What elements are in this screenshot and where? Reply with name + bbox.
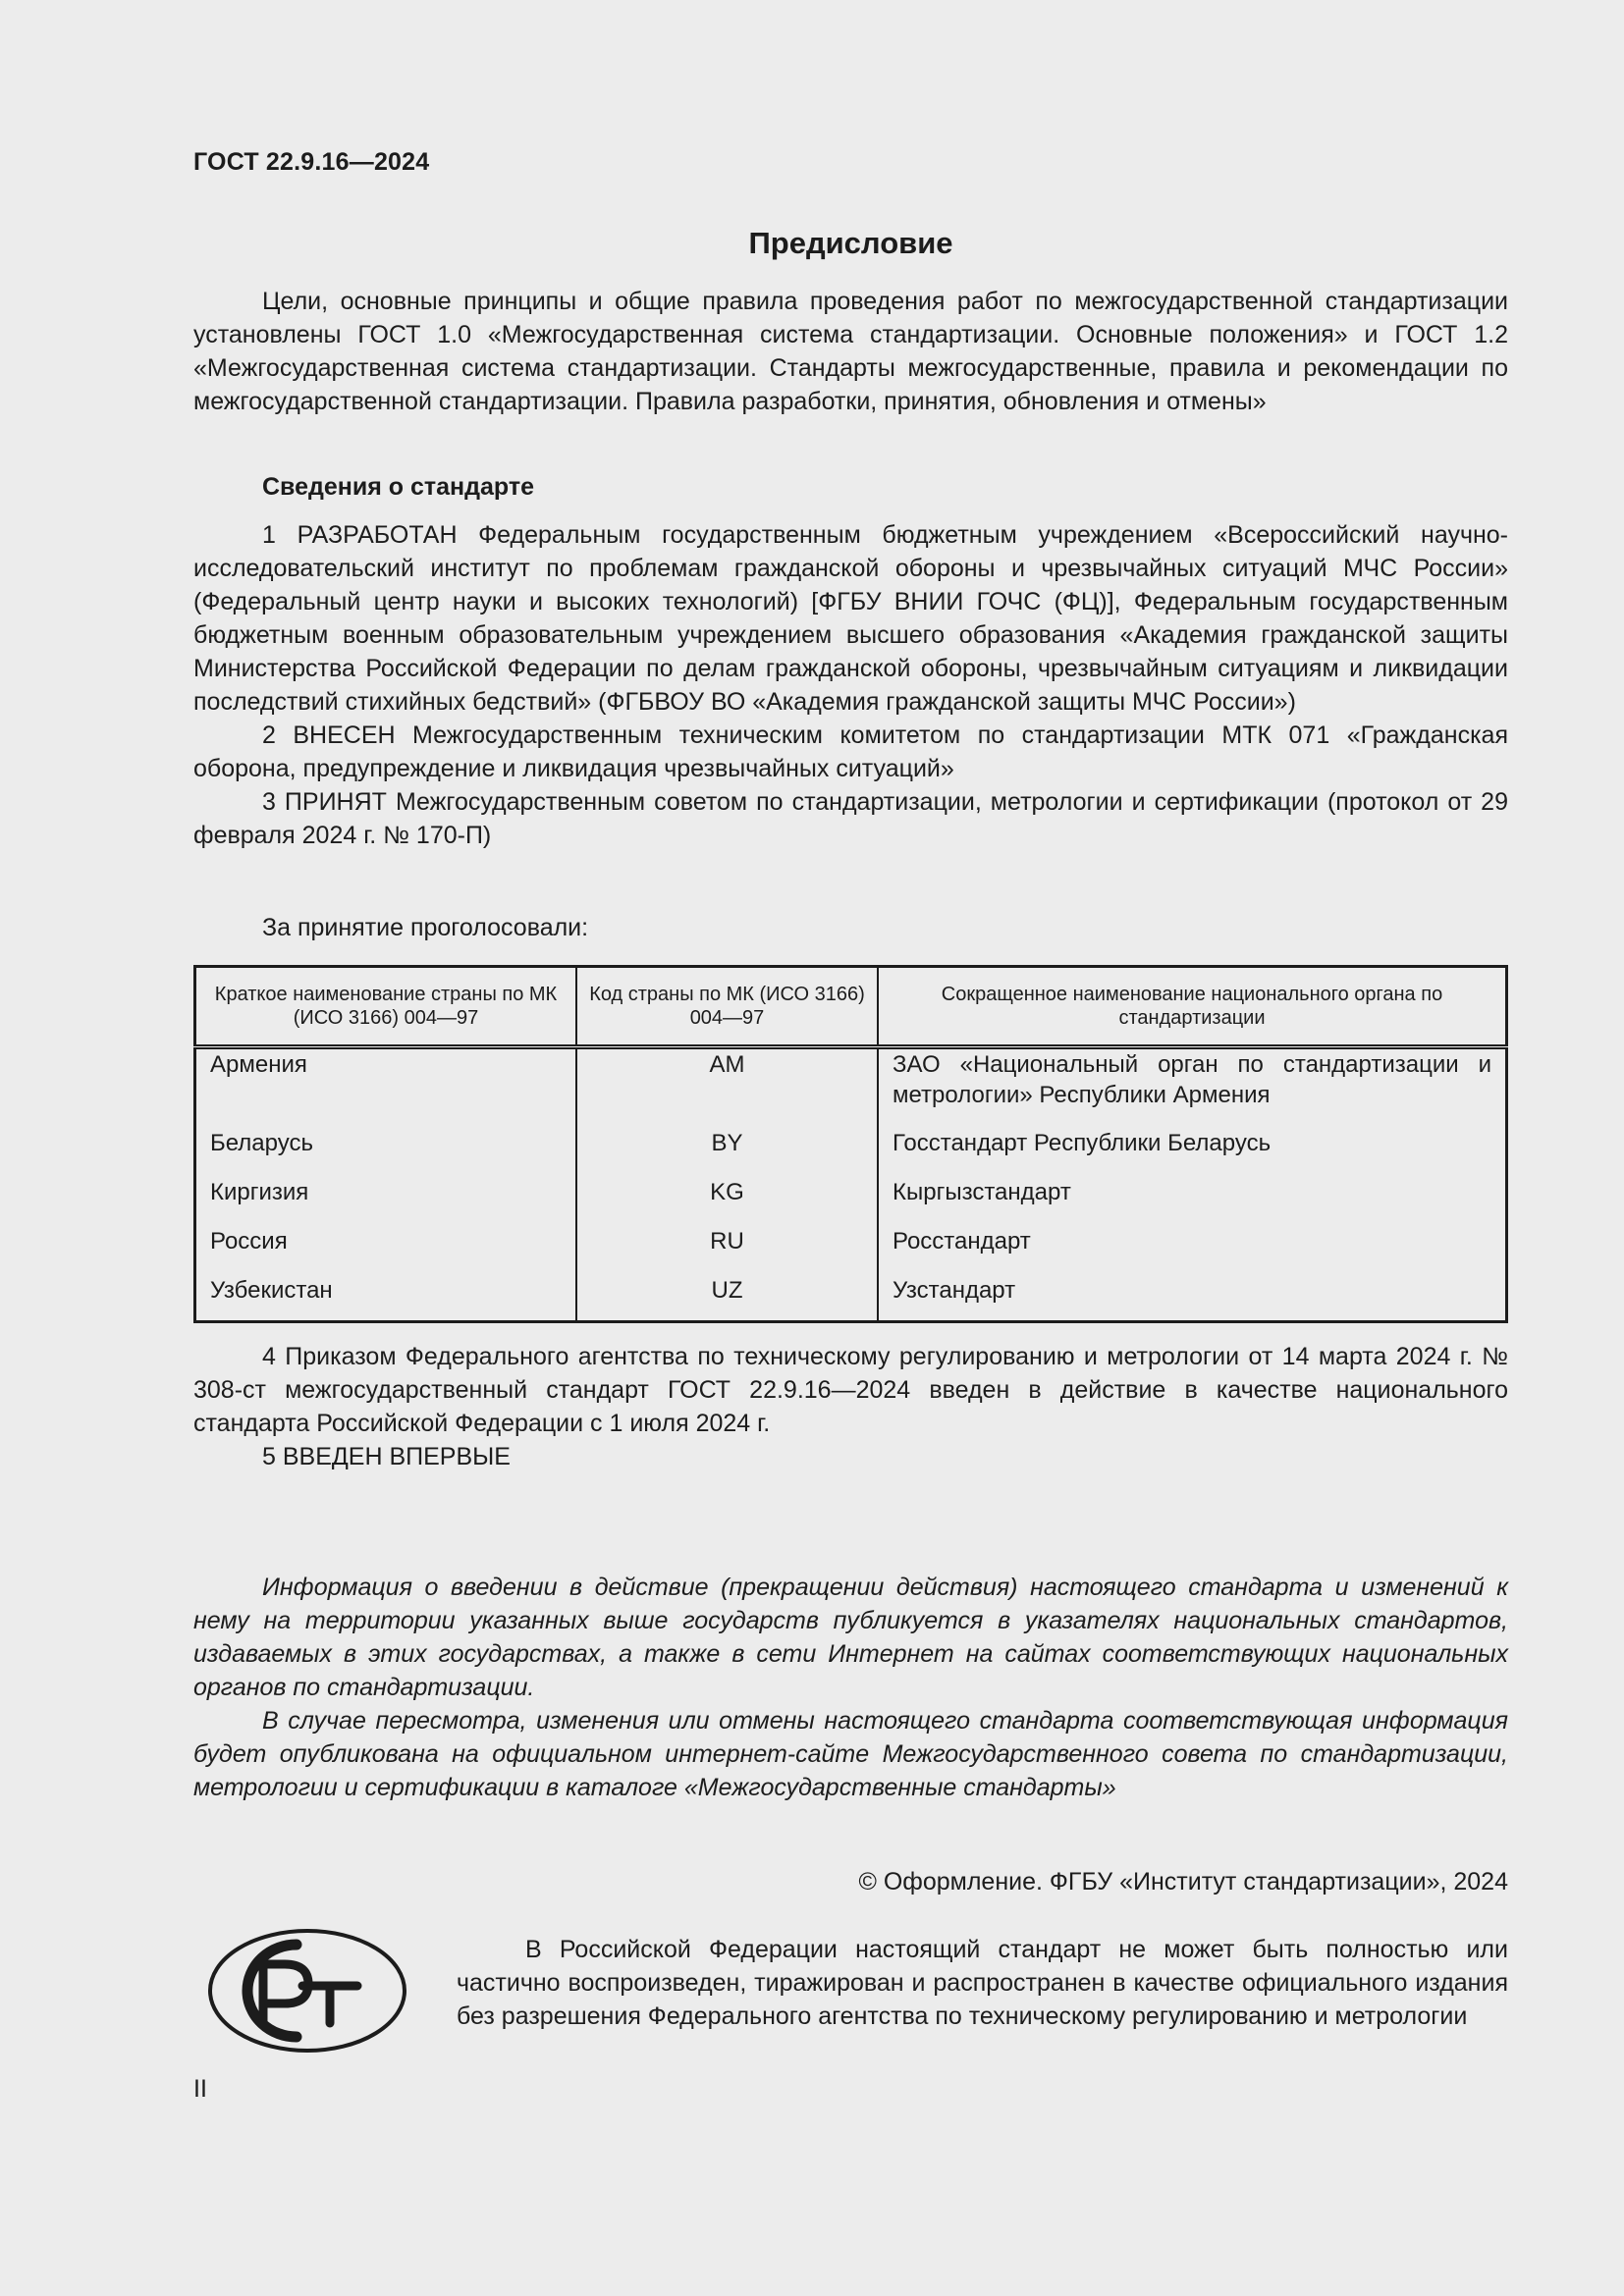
- info-item-3: 3 ПРИНЯТ Межгосударственным советом по стандартизации, метрологии и сертификации (протокол от 29 февраля 2024 г. № 170-П): [193, 788, 1508, 849]
- code-cell: AM: [576, 1047, 878, 1129]
- table-row: [195, 1226, 1507, 1275]
- vote-label: За принятие проголосовали:: [262, 914, 589, 941]
- table-header-row: [195, 967, 1507, 1047]
- note-revision: В случае пересмотра, изменения или отмены настоящего стандарта соответствующая информация будет опубликована на официальном интернет-сайте Межгосударственного совета по стандартизации, метрологии и сертификации в каталоге «Межгосударственные стандарты»: [193, 1707, 1508, 1801]
- table-row: [195, 1128, 1507, 1177]
- intro-paragraph: [193, 285, 1508, 418]
- intro-text: Цели, основные принципы и общие правила проведения работ по межгосударственной стандартизации установлены ГОСТ 1.0 «Межгосударственная система стандартизации. Основные положения» и ГОСТ 1.2 «Межгосударственная система стандартизации. Стандарты межгосударственные, правила и рекомендации по межгосударственной стандартизации. Правила разработки, принятия, обновления и отмены»: [193, 288, 1508, 415]
- code-cell: BY: [576, 1128, 878, 1177]
- org-cell: Росстандарт: [878, 1226, 1507, 1275]
- copyright-line: © Оформление. ФГБУ «Институт стандартизации», 2024: [858, 1868, 1508, 1896]
- code-cell: UZ: [576, 1275, 878, 1322]
- org-cell: Кыргызстандарт: [878, 1177, 1507, 1226]
- country-cell: Беларусь: [195, 1128, 577, 1177]
- info-heading: Сведения о стандарте: [262, 473, 535, 501]
- info-item-5: 5 ВВЕДЕН ВПЕРВЫЕ: [262, 1443, 511, 1470]
- org-cell: ЗАО «Национальный орган по стандартизации и метрологии» Республики Армения: [878, 1047, 1507, 1129]
- page-title: Предисловие: [748, 226, 953, 260]
- code-cell: RU: [576, 1226, 878, 1275]
- org-cell: Госстандарт Республики Беларусь: [878, 1128, 1507, 1177]
- note-publication: Информация о введении в действие (прекращении действия) настоящего стандарта и изменений к нему на территории указанных выше государств публикуется в указателях национальных стандартов, издаваемых в этих государствах, а также в сети Интернет на сайтах соответствующих национальных органов по стандартизации.: [193, 1574, 1508, 1701]
- country-cell: Узбекистан: [195, 1275, 577, 1322]
- header-org: Сокращенное наименование национального органа по стандартизации: [878, 967, 1507, 1047]
- info-items: [193, 518, 1508, 852]
- copyright-notice: [457, 1933, 1508, 2033]
- info-item-2: 2 ВНЕСЕН Межгосударственным техническим комитетом по стандартизации МТК 071 «Гражданская оборона, предупреждение и ликвидация чрезвычайных ситуаций»: [193, 721, 1508, 782]
- voting-table: [193, 965, 1508, 1323]
- header-country: Краткое наименование страны по МК (ИСО 3166) 004—97: [195, 967, 577, 1047]
- document-header: ГОСТ 22.9.16—2024: [193, 148, 430, 176]
- table-row: [195, 1177, 1507, 1226]
- rst-logo: [206, 1927, 408, 2059]
- header-code: Код страны по МК (ИСО 3166) 004—97: [576, 967, 878, 1047]
- country-cell: Армения: [195, 1047, 577, 1129]
- rst-logo-icon: [206, 1927, 408, 2055]
- italic-notes: [193, 1571, 1508, 1804]
- info-item-4: 4 Приказом Федерального агентства по техническому регулированию и метрологии от 14 марта 2024 г. № 308-ст межгосударственный стандарт ГОСТ 22.9.16—2024 введен в действие в качестве национального стандарта Российской Федерации с 1 июля 2024 г.: [193, 1343, 1508, 1437]
- table-row: [195, 1275, 1507, 1322]
- org-cell: Узстандарт: [878, 1275, 1507, 1322]
- table-row: [195, 1047, 1507, 1129]
- page-number: II: [193, 2075, 207, 2103]
- notice-text: В Российской Федерации настоящий стандарт не может быть полностью или частично воспроизведен, тиражирован и распространен в качестве официального издания без разрешения Федерального агентства по техническому регулированию и метрологии: [457, 1936, 1508, 2030]
- enactment-items: [193, 1340, 1508, 1473]
- info-item-1: 1 РАЗРАБОТАН Федеральным государственным бюджетным учреждением «Всероссийский научно-исследовательский институт по проблемам гражданской обороны и чрезвычайных ситуаций МЧС России» (Федеральный центр науки и высоких технологий) [ФГБУ ВНИИ ГОЧС (ФЦ)], Федеральным государственным бюджетным военным образовательным учреждением высшего образования «Академия гражданской защиты Министерства Российской Федерации по делам гражданской обороны, чрезвычайным ситуациям и ликвидации последствий стихийных бедствий» (ФГБВОУ ВО «Академия гражданской защиты МЧС России»): [193, 521, 1508, 716]
- country-cell: Киргизия: [195, 1177, 577, 1226]
- code-cell: KG: [576, 1177, 878, 1226]
- country-cell: Россия: [195, 1226, 577, 1275]
